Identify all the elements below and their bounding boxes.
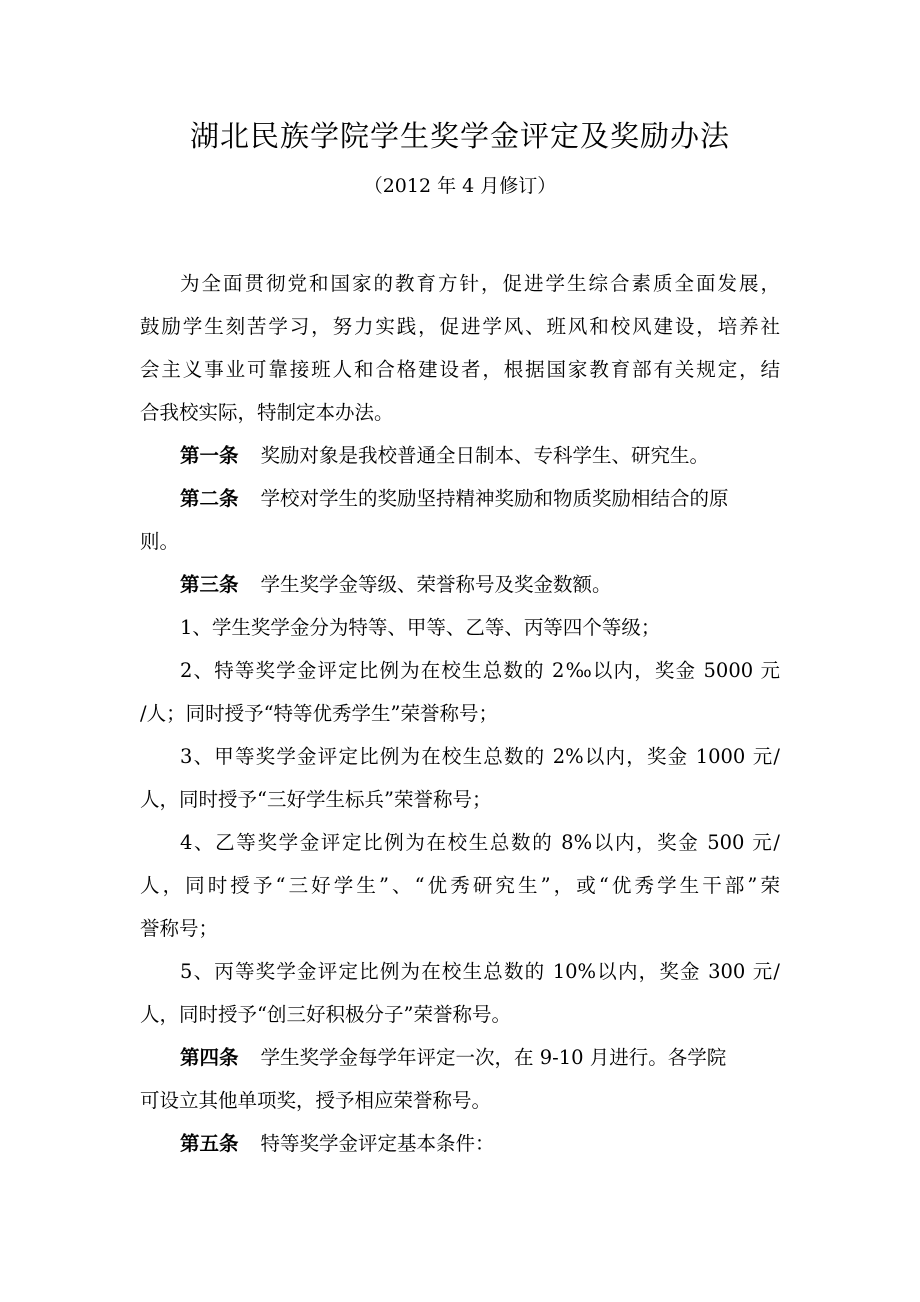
list-item: 人，同时授予“三好学生标兵”荣誉称号； — [140, 788, 492, 811]
article-text: 可设立其他单项奖，授予相应荣誉称号。 — [140, 1089, 492, 1112]
article-text: 学生奖学金等级、荣誉称号及奖金数额。 — [260, 573, 612, 596]
list-item: 3、甲等奖学金评定比例为在校生总数的 2%以内，奖金 1000 元/ — [180, 745, 780, 768]
list-item: 人，同时授予“创三好积极分子”荣誉称号。 — [140, 1003, 511, 1026]
list-item: 人，同时授予“三好学生”、“优秀研究生”，或“优秀学生干部”荣 — [140, 874, 780, 897]
list-item: /人；同时授予“特等优秀学生”荣誉称号； — [140, 702, 499, 725]
document-title: 湖北民族学院学生奖学金评定及奖励办法 — [189, 119, 730, 153]
list-item: 5、丙等奖学金评定比例为在校生总数的 10%以内，奖金 300 元/ — [180, 960, 780, 983]
list-item: 4、乙等奖学金评定比例为在校生总数的 8%以内，奖金 500 元/ — [180, 831, 780, 854]
article-label: 第一条 — [180, 444, 239, 467]
article-1 — [180, 441, 780, 471]
list-item: 誉称号； — [140, 917, 219, 940]
article-text: 学校对学生的奖励坚持精神奖励和物质奖励相结合的原 — [260, 487, 729, 510]
article-3 — [180, 570, 780, 600]
preamble-line: 鼓励学生刻苦学习，努力实践，促进学风、班风和校风建设，培养社 — [140, 315, 780, 338]
article-text: 学生奖学金每学年评定一次，在 9-10 月进行。各学院 — [260, 1046, 727, 1069]
article-label: 第二条 — [180, 487, 239, 510]
article-text: 则。 — [140, 530, 180, 553]
article-4 — [180, 1043, 780, 1073]
article-5 — [180, 1129, 780, 1159]
article-label: 第三条 — [180, 573, 239, 596]
article-text: 奖励对象是我校普通全日制本、专科学生、研究生。 — [260, 444, 710, 467]
article-label: 第五条 — [180, 1132, 239, 1155]
article-label: 第四条 — [180, 1046, 239, 1069]
preamble-line: 合我校实际，特制定本办法。 — [140, 401, 394, 424]
list-item: 2、特等奖学金评定比例为在校生总数的 2‰以内，奖金 5000 元 — [180, 659, 780, 682]
document-subtitle: （2012 年 4 月修订） — [363, 175, 557, 197]
article-text: 特等奖学金评定基本条件： — [260, 1132, 495, 1155]
article-2 — [180, 484, 780, 514]
list-item: 1、学生奖学金分为特等、甲等、乙等、丙等四个等级； — [180, 616, 661, 639]
preamble-line: 会主义事业可靠接班人和合格建设者，根据国家教育部有关规定，结 — [140, 358, 780, 381]
preamble-line: 为全面贯彻党和国家的教育方针，促进学生综合素质全面发展， — [180, 272, 780, 295]
